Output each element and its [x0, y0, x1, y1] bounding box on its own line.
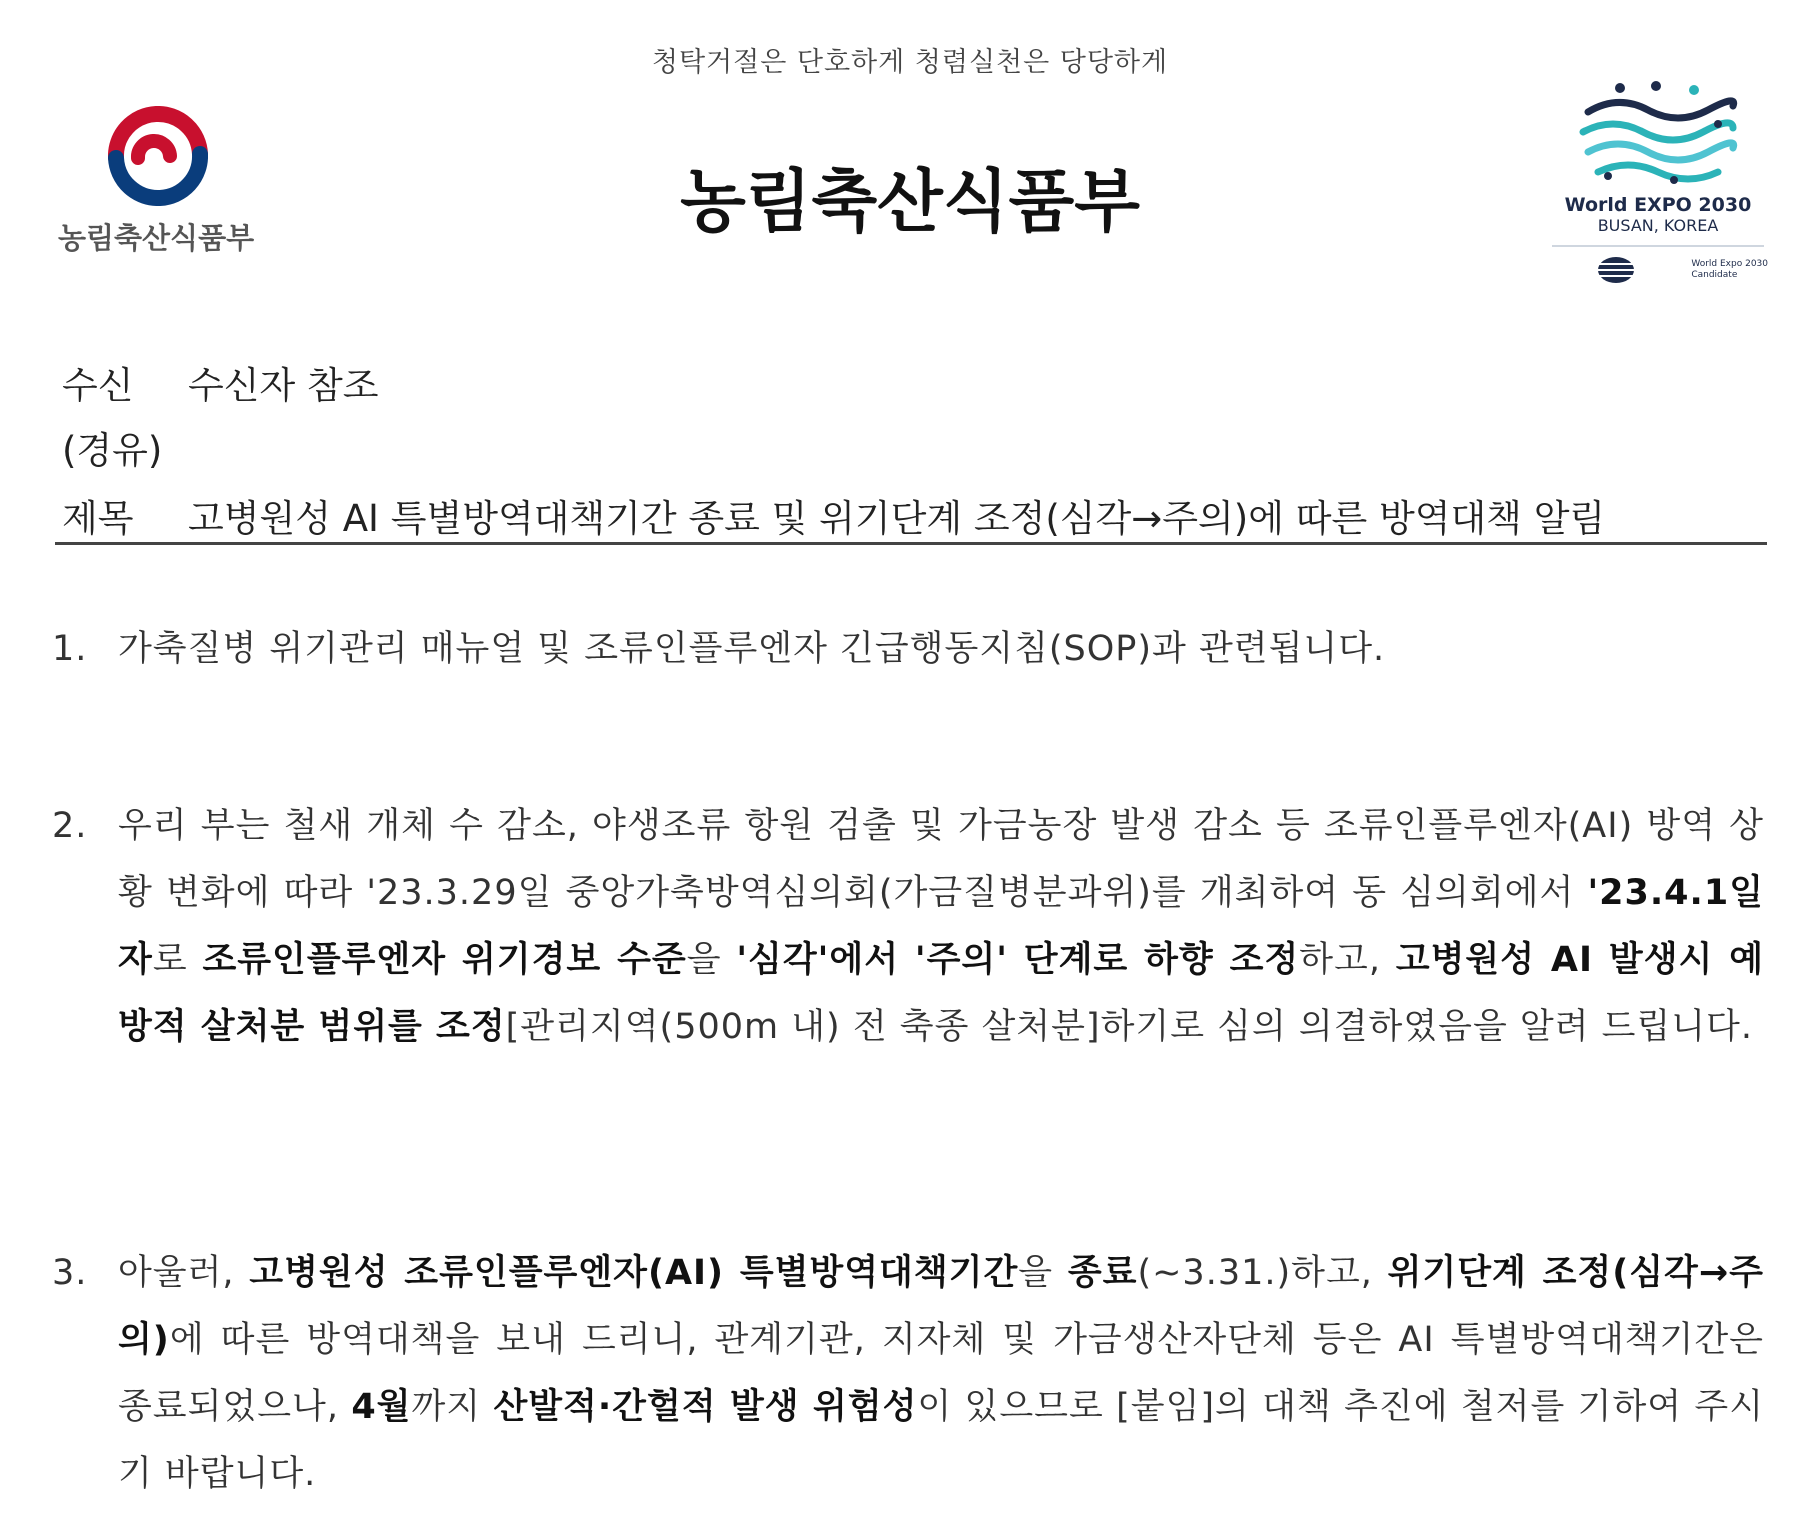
recipient-label: 수신: [62, 364, 134, 407]
paragraph-number: 3.: [52, 1253, 88, 1293]
expo-divider: [1552, 245, 1764, 247]
paragraph-3: [52, 1240, 1764, 1508]
header-divider: [55, 542, 1767, 545]
expo-wave-icon: [1578, 80, 1738, 190]
recipient-row: [62, 355, 378, 409]
paragraph-number: 1.: [52, 629, 88, 669]
expo-logo: [1548, 80, 1768, 285]
expo-candidate-line2: Candidate: [1691, 270, 1738, 280]
recipient-value: 수신자 참조: [188, 364, 379, 407]
paragraph-text: 아울러, 고병원성 조류인플루엔자(AI) 특별방역대책기간을 종료(~3.31.)하고, 위기단계 조정(심각→주의)에 따른 방역대책을 보내 드리니, 관계기관, 지자체 및 가금생산자단체 등은 AI 특별방역대책기간은 종료되었으나, 4월까지 산발적·간헐적 발생 위험성이 있으므로 [붙임]의 대책 추진에 철저를 기하여 주시기 바랍니다.: [118, 1253, 1765, 1494]
expo-title: World EXPO 2030: [1564, 194, 1752, 216]
paragraph-2: [52, 793, 1764, 1061]
expo-candidate-line1: World Expo 2030: [1691, 259, 1768, 269]
subject-row: [62, 488, 1605, 542]
bold-downgrade: '심각'에서 '주의' 단계로 하향 조정: [736, 940, 1300, 980]
expo-location: BUSAN, KOREA: [1597, 216, 1719, 235]
subject-value: 고병원성 AI 특별방역대책기간 종료 및 위기단계 조정(심각→주의)에 따른 방역대책 알림: [188, 497, 1606, 540]
slogan: 청탁거절은 단호하게 청렴실천은 당당하게: [651, 47, 1169, 78]
bold-crisis-adjust: 위기단계 조정(심각→주의): [118, 1253, 1764, 1360]
expo-candidate-mark: [1548, 255, 1768, 285]
ministry-title: 농림축산식품부: [680, 163, 1140, 242]
bold-alert-level: 조류인플루엔자 위기경보 수준: [202, 940, 687, 980]
bold-risk: 산발적·간헐적 발생 위험성: [493, 1387, 918, 1427]
bold-date: '23.4.1일자: [118, 873, 1764, 980]
bold-special-period: 고병원성 조류인플루엔자(AI) 특별방역대책기간: [249, 1253, 1019, 1293]
paragraph-text: 가축질병 위기관리 매뉴얼 및 조류인플루엔자 긴급행동지침(SOP)과 관련됩니다.: [118, 629, 1386, 669]
bold-culling-scope: 고병원성 AI 발생시 예방적 살처분 범위를 조정: [118, 940, 1765, 1047]
via-label: (경유): [62, 429, 163, 472]
bold-april: 4월: [351, 1387, 412, 1427]
globe-icon: [1596, 255, 1636, 285]
paragraph-1: [52, 616, 1764, 683]
bold-end: 종료: [1067, 1253, 1138, 1293]
paragraph-number: 2.: [52, 806, 88, 846]
paragraph-text: 우리 부는 철새 개체 수 감소, 야생조류 항원 검출 및 가금농장 발생 감소 등 조류인플루엔자(AI) 방역 상황 변화에 따라 '23.3.29일 중앙가축방역심의회(가금질병분과위)를 개최하여 동 심의회에서 '23.4.1일자로 조류인플루엔자 위기경보 수준을 '심각'에서 '주의' 단계로 하향 조정하고, 고병원성 AI 발생시 예방적 살처분 범위를 조정[관리지역(500m 내) 전 축종 살처분]하기로 심의 의결하였음을 알려 드립니다.: [118, 806, 1765, 1047]
ministry-logo-text: 농림축산식품부: [58, 221, 255, 255]
subject-label: 제목: [62, 497, 134, 540]
via-row: [62, 420, 162, 474]
